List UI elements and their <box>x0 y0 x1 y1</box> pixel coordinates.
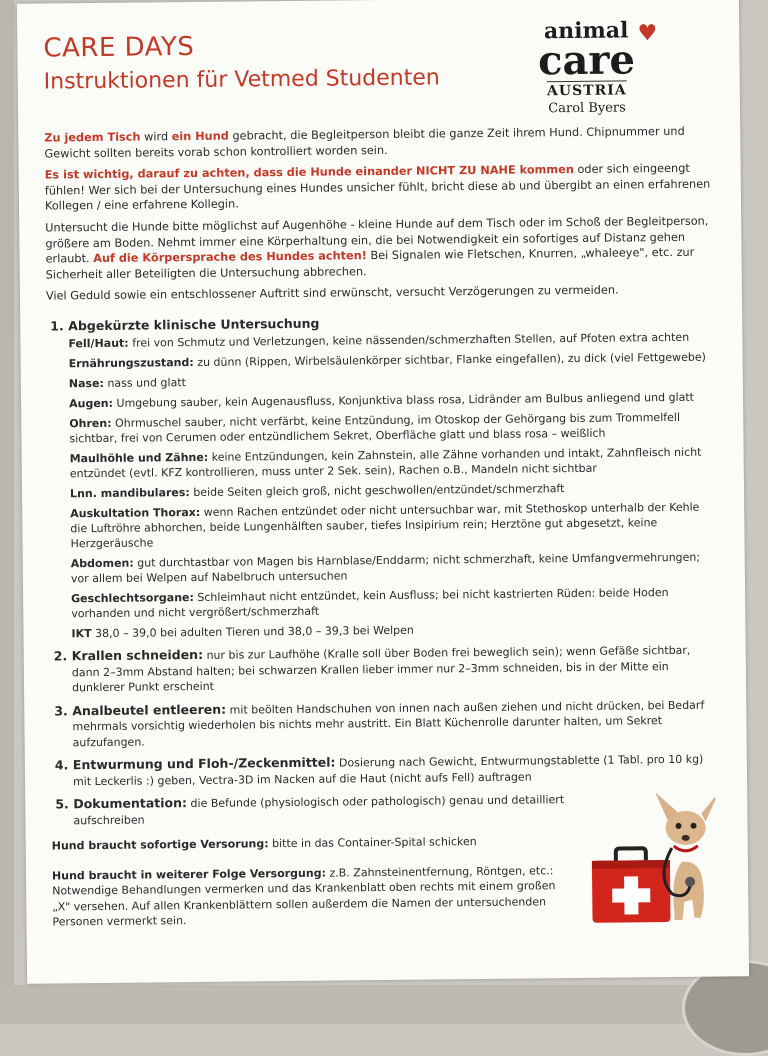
exam-text: 38,0 – 39,0 bei adulten Tieren und 38,0 – 39,3 bei Welpen <box>91 624 414 641</box>
exam-text: Schleimhaut nicht entzündet, kein Ausfluss; bei nicht kastrierten Rüden: beide Hoden vorhanden und nicht vergrößert/schmerzhaft <box>71 586 669 621</box>
footer-text: bitte in das Container-Spital schicken <box>268 835 477 851</box>
exam-label: IKT <box>71 627 92 641</box>
intro-paragraph-4: Viel Geduld sowie ein entschlossener Auftritt sind erwünscht, versucht Verzögerungen zu vermeiden. <box>45 283 619 303</box>
exam-text: wenn Rachen entzündet oder nicht untersuchbar war, mit Stethoskop unterhalb der Kehle die Luftröhre abhorchen, beide Lungenhälften sauber, tiefes Insipirium rein; Herztöne gut abgesetzt, keine Herzgeräusche <box>70 501 700 551</box>
logo-line-austria: AUSTRIA <box>546 82 627 100</box>
highlight-text: ein Hund <box>171 129 229 144</box>
heart-icon: ♥ <box>637 21 658 47</box>
table-surface <box>0 985 768 1024</box>
section-text: mit beölten Handschuhen von innen nach außen ziehen und nicht drücken, bei Bedarf mehrmals vorsichtig wiederholen bis nichts mehr austritt. Ein Blatt Küchenrolle darunter halten, um Sekret aufzufangen. <box>72 698 705 750</box>
exam-label: Abdomen: <box>70 557 134 571</box>
exam-item <box>71 620 719 642</box>
footer-text: z.B. Zahnsteinentfernung, Röntgen, etc.: Notwendige Behandlungen vermerken und das Krankenblatt oben rechts mit einem großen „X" versehen. Auf allen Krankenblättern sollen außerdem die Namen der untersuchenden Personen vermerkt sein. <box>52 864 556 929</box>
intro-paragraph-2 <box>45 161 715 215</box>
list-number: 2. <box>53 648 68 664</box>
exam-text: nass und glatt <box>103 376 186 391</box>
logo-line-care: care <box>537 36 636 85</box>
exam-text: keine Entzündungen, kein Zahnstein, alle Zähne vorhanden und intakt, Zahnfleisch nicht entzündet (evtl. KFZ kontrollieren, muss unter 2 Sek. sein), Rachen o.B., Mandeln nicht sichtbar <box>69 446 702 481</box>
logo-line-carol-byers: Carol Byers <box>548 100 626 117</box>
exam-item <box>69 390 717 412</box>
instruction-list <box>46 311 721 828</box>
exam-item <box>70 445 718 482</box>
instruction-sheet <box>17 0 749 984</box>
exam-label: Geschlechtsorgane: <box>71 591 194 606</box>
first-aid-kit-icon <box>592 848 671 923</box>
section-title: Abgekürzte klinische Untersuchung <box>68 315 320 334</box>
exam-item <box>70 480 718 502</box>
section-text: Dosierung nach Gewicht, Entwurmungstablette (1 Tabl. pro 10 kg) mit Leckerlis :) geben, Vectra-3D im Nacken auf die Haut (nicht aufs Fell) auftragen <box>72 753 704 789</box>
exam-label: Maulhöhle und Zähne: <box>69 451 209 466</box>
exam-text: zu dünn (Rippen, Wirbelsäulenkörper sichtbar, Flanke eingefallen), zu dick (viel Fettgewebe) <box>193 351 706 370</box>
exam-item <box>68 330 716 352</box>
body-text: Untersucht die Hunde bitte möglichst auf Augenhöhe - kleine Hunde auf dem Tisch oder im Schoß der Begleitperson, größere am Boden. Nehmt immer eine Körperhaltung ein, die bei Notwendigkeit ein sofortiges auf Distanz gehen erlaubt. <box>45 214 709 266</box>
footer-note-followup <box>52 863 573 930</box>
intro-paragraph-1 <box>44 124 714 162</box>
exam-text: beide Seiten gleich groß, nicht geschwollen/entzündet/schmerzhaft <box>189 482 565 500</box>
logo-line-animal: animal <box>543 17 629 45</box>
background-left-edge <box>0 0 14 1024</box>
section-text: die Befunde (physiologisch oder pathologisch) genau und detailliert aufschreiben <box>73 793 565 828</box>
list-item <box>46 311 719 641</box>
exam-label: Ohren: <box>69 417 112 431</box>
footer-label: Hund braucht sofortige Versorung: <box>51 837 269 853</box>
exam-text: Ohrmuschel sauber, nicht verfärbt, keine Entzündung, im Otoskop der Gehörgang bis zum Trommelfell sichtbar, frei von Cerumen oder entzündlichem Sekret, Oberfläche glatt und blass rosa – weißlich <box>69 411 681 446</box>
exam-label: Lnn. mandibulares: <box>69 486 190 501</box>
exam-item <box>69 410 717 447</box>
list-number: 3. <box>54 703 68 719</box>
exam-text: frei von Schmutz und Verletzungen, keine nässenden/schmerzhaften Stellen, auf Pfoten extra achten <box>128 331 690 351</box>
highlight-text: Auf die Körpersprache des Hundes achten! <box>93 249 367 266</box>
exam-sublist <box>68 330 719 642</box>
exam-text: gut durchtastbar von Magen bis Harnblase/Enddarm; nicht schmerzhaft, keine Umfangvermehrungen; vor allem bei Welpen auf Nabelbruch untersuchen <box>70 551 701 586</box>
list-number: 4. <box>54 757 69 773</box>
intro-text <box>44 124 716 305</box>
dog-first-aid-illustration <box>585 782 717 933</box>
highlight-text: Es ist wichtig, darauf zu achten, dass die Hunde einander NICHT ZU NAHE kommen <box>44 163 574 182</box>
body-text: gebracht, die Begleitperson bleibt die ganze Zeit ihrem Hund. Chipnummer und Gewicht sollten bereits vorab schon kontrolliert worden sein. <box>44 124 685 161</box>
exam-item <box>69 350 717 372</box>
highlight-text: Zu jedem Tisch <box>44 130 141 145</box>
list-number: 1. <box>50 318 64 334</box>
intro-paragraph-3 <box>45 213 716 282</box>
page-subtitle: Instruktionen für Vetmed Studenten <box>43 65 440 95</box>
section-title: Krallen schneiden: <box>71 647 204 664</box>
page-title: CARE DAYS <box>43 31 195 64</box>
exam-label: Fell/Haut: <box>68 337 129 351</box>
exam-item <box>71 550 719 587</box>
footer-note-immediate <box>52 833 572 854</box>
section-title: Dokumentation: <box>73 795 188 812</box>
section-text: nur bis zur Laufhöhe (Kralle soll über Boden frei beweglich sein); wenn Gefäße sichtbar, dann 2–3mm Abstand halten; bei schwarzen Krallen lieber immer nur 2–3mm schneiden, bis in der Mitte ein dunklerer Punkt erscheint <box>71 644 691 695</box>
body-text: Bei Signalen wie Fletschen, Knurren, „whaleeye", etc. zur Sicherheit aller Beteiligten die Untersuchung abbrechen. <box>45 245 695 282</box>
list-number: 5. <box>55 796 69 812</box>
list-item <box>50 696 720 751</box>
list-item <box>50 642 720 697</box>
exam-item <box>69 370 717 392</box>
body-text: oder sich eingeengt fühlen! Wer sich bei der Untersuchung eines Hundes unsicher fühlt, bricht diese ab und übergibt an einen erfahrenen Kollegen / eine erfahrene Kollegin. <box>44 161 711 213</box>
exam-item <box>71 585 719 622</box>
section-title: Analbeutel entleeren: <box>72 701 227 719</box>
exam-label: Nase: <box>68 377 104 391</box>
footer-label: Hund braucht in weiterer Folge Versorgung: <box>51 866 327 883</box>
exam-text: Umgebung sauber, kein Augenausfluss, Konjunktiva blass rosa, Lidränder am Bulbus anliegend und glatt <box>112 391 695 411</box>
exam-label: Augen: <box>69 397 114 411</box>
section-title: Entwurmung und Floh-/Zeckenmittel: <box>72 754 336 773</box>
exam-label: Auskultation Thorax: <box>70 506 201 521</box>
body-text: wird <box>140 130 172 144</box>
exam-label: Ernährungszustand: <box>68 356 194 371</box>
animal-care-austria-logo <box>511 19 662 117</box>
exam-item <box>70 500 718 552</box>
